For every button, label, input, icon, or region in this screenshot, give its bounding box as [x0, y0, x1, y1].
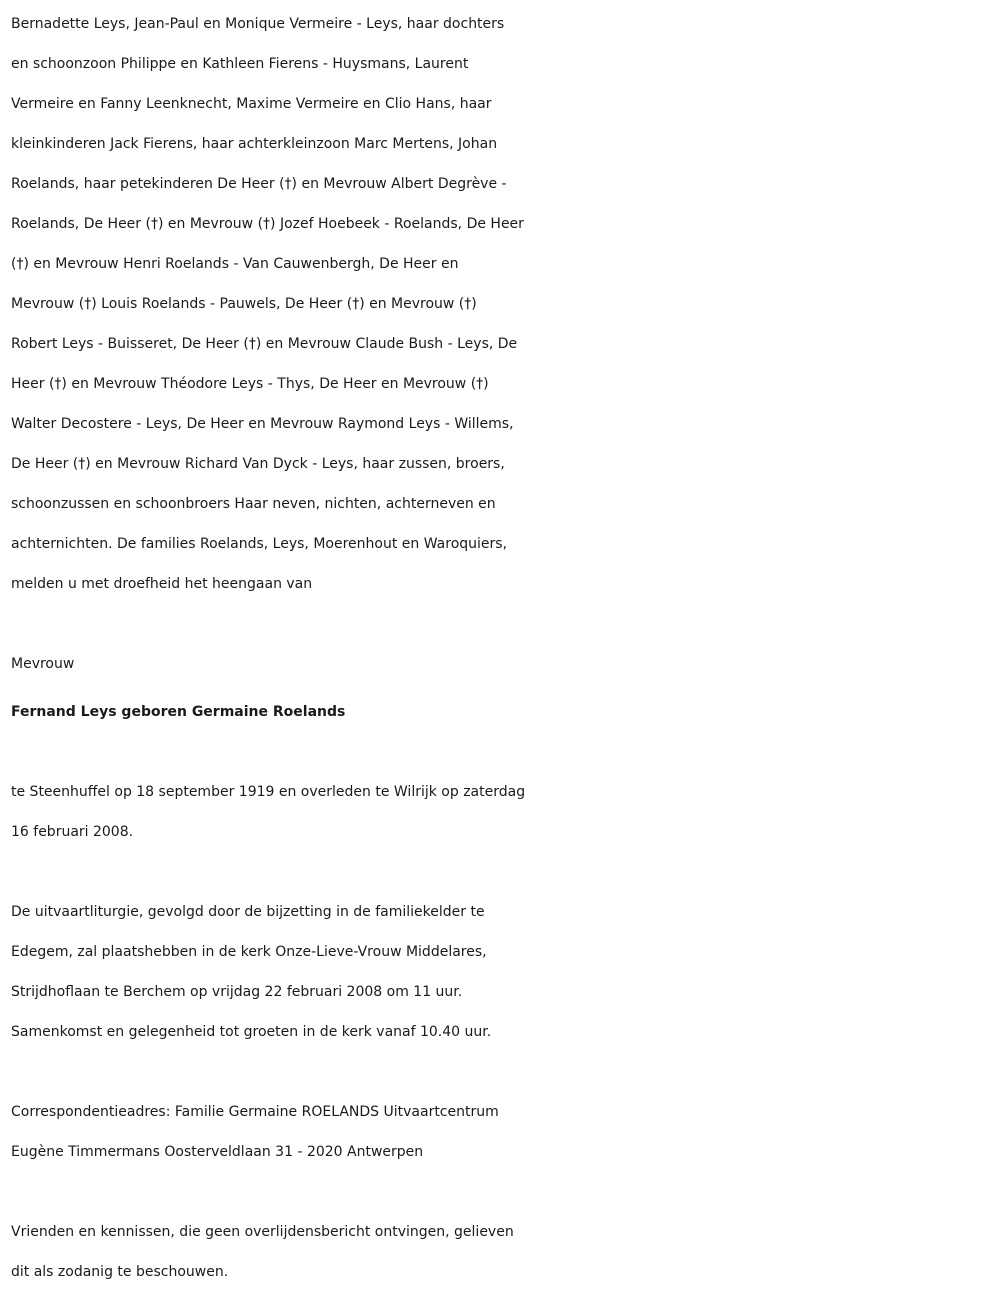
- text-line: Walter Decostere - Leys, De Heer en Mevrouw Raymond Leys - Willems,: [11, 416, 514, 432]
- deceased-name: Fernand Leys geboren Germaine Roelands: [11, 704, 346, 720]
- text-line: De Heer (†) en Mevrouw Richard Van Dyck - Leys, haar zussen, broers,: [11, 456, 505, 472]
- family-paragraph: [11, 4, 990, 604]
- spacer: [11, 604, 990, 644]
- spacer: [11, 732, 990, 772]
- text-line: Eugène Timmermans Oosterveldlaan 31 - 2020 Antwerpen: [11, 1144, 424, 1160]
- text-line: Mevrouw (†) Louis Roelands - Pauwels, De Heer (†) en Mevrouw (†): [11, 296, 477, 312]
- text-line: Correspondentieadres: Familie Germaine ROELANDS Uitvaartcentrum: [11, 1104, 499, 1120]
- text-line: achternichten. De families Roelands, Leys, Moerenhout en Waroquiers,: [11, 536, 508, 552]
- text-line: Roelands, haar petekinderen De Heer (†) en Mevrouw Albert Degrève -: [11, 176, 507, 192]
- correspondence-paragraph: [11, 1092, 990, 1172]
- text-line: Bernadette Leys, Jean-Paul en Monique Vermeire - Leys, haar dochters: [11, 16, 505, 32]
- text-line: schoonzussen en schoonbroers Haar neven, nichten, achterneven en: [11, 496, 496, 512]
- text-line: Strijdhoflaan te Berchem op vrijdag 22 februari 2008 om 11 uur.: [11, 984, 463, 1000]
- text-line: Roelands, De Heer (†) en Mevrouw (†) Jozef Hoebeek - Roelands, De Heer: [11, 216, 524, 232]
- spacer: [11, 852, 990, 892]
- text-line: te Steenhuffel op 18 september 1919 en overleden te Wilrijk op zaterdag: [11, 784, 526, 800]
- text-line: melden u met droefheid het heengaan van: [11, 576, 313, 592]
- text-line: De uitvaartliturgie, gevolgd door de bijzetting in de familiekelder te: [11, 904, 485, 920]
- text-line: Edegem, zal plaatshebben in de kerk Onze-Lieve-Vrouw Middelares,: [11, 944, 487, 960]
- text-line: kleinkinderen Jack Fierens, haar achterkleinzoon Marc Mertens, Johan: [11, 136, 498, 152]
- spacer: [11, 1052, 990, 1092]
- spacer: [11, 1172, 990, 1212]
- birth-death-paragraph: [11, 772, 990, 852]
- text-line: Heer (†) en Mevrouw Théodore Leys - Thys, De Heer en Mevrouw (†): [11, 376, 489, 392]
- ceremony-paragraph: [11, 892, 990, 1052]
- text-line: en schoonzoon Philippe en Kathleen Fierens - Huysmans, Laurent: [11, 56, 469, 72]
- text-line: (†) en Mevrouw Henri Roelands - Van Cauwenbergh, De Heer en: [11, 256, 459, 272]
- text-line: Samenkomst en gelegenheid tot groeten in de kerk vanaf 10.40 uur.: [11, 1024, 492, 1040]
- closing-paragraph: [11, 1212, 990, 1292]
- text-line: Vermeire en Fanny Leenknecht, Maxime Vermeire en Clio Hans, haar: [11, 96, 492, 112]
- text-line: 16 februari 2008.: [11, 824, 134, 840]
- text-line: dit als zodanig te beschouwen.: [11, 1264, 229, 1280]
- text-line: Vrienden en kennissen, die geen overlijdensbericht ontvingen, gelieven: [11, 1224, 514, 1240]
- salutation: Mevrouw: [11, 656, 75, 672]
- text-line: Robert Leys - Buisseret, De Heer (†) en Mevrouw Claude Bush - Leys, De: [11, 336, 518, 352]
